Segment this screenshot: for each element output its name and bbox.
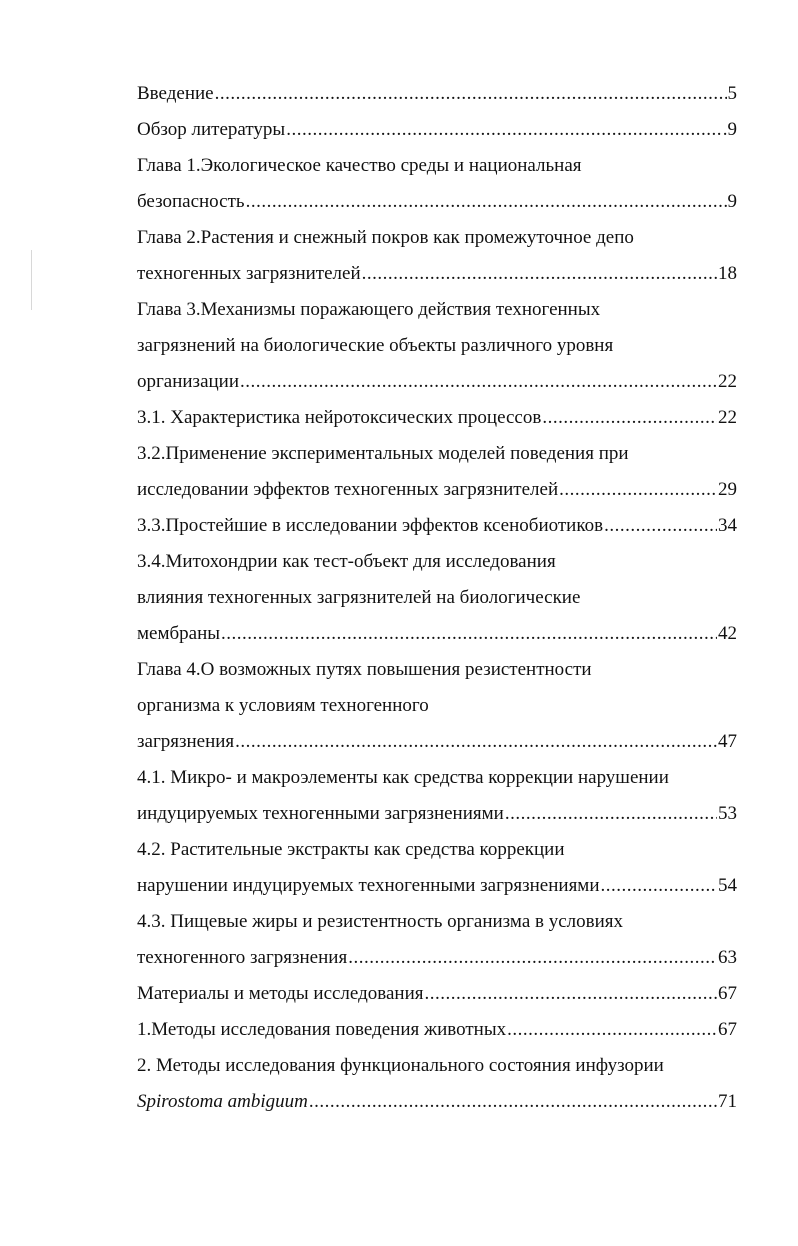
toc-entry-title: организма к условиям техногенного xyxy=(137,695,429,716)
toc-leader-dots xyxy=(505,796,717,832)
toc-page-number: 29 xyxy=(718,479,737,500)
toc-line xyxy=(137,292,737,328)
toc-leader-dots xyxy=(507,1012,717,1048)
toc-line xyxy=(137,328,737,364)
toc-line xyxy=(137,832,737,868)
toc-page-number: .9 xyxy=(722,119,737,140)
toc-entry-title: Обзор литературы xyxy=(137,119,286,140)
toc-page-number: 47 xyxy=(718,731,737,752)
toc-entry-title: 3.1. Характеристика нейротоксических процессов xyxy=(137,407,542,428)
toc-page-number: 63 xyxy=(718,947,737,968)
toc-leader-dots xyxy=(604,508,717,544)
toc-leader-dots xyxy=(215,76,727,112)
toc-page-number: 42 xyxy=(718,623,737,644)
toc-line xyxy=(137,1048,737,1084)
toc-page-number: 22 xyxy=(718,371,737,392)
toc-entry-title: Введение xyxy=(137,83,214,104)
toc-entry xyxy=(137,796,737,832)
scan-margin-mark xyxy=(31,250,32,310)
toc-line xyxy=(137,580,737,616)
toc-entry-title: 3.2.Применение экспериментальных моделей поведения при xyxy=(137,443,629,464)
toc-page-number: 67 xyxy=(718,983,737,1004)
toc-entry xyxy=(137,508,737,544)
toc-entry-title: безопасность xyxy=(137,191,245,212)
toc-entry-title: 1.Методы исследования поведения животных xyxy=(137,1019,507,1040)
toc-entry xyxy=(137,256,737,292)
toc-entry-title: техногенных загрязнителей xyxy=(137,263,361,284)
toc-leader-dots xyxy=(235,724,717,760)
toc-entry-title: индуцируемых техногенными загрязнениями xyxy=(137,803,504,824)
toc-entry-title: 4.1. Микро- и макроэлементы как средства коррекции нарушении xyxy=(137,767,669,788)
toc-entry xyxy=(137,940,737,976)
toc-line xyxy=(137,544,737,580)
toc-entry xyxy=(137,400,737,436)
toc-entry-title: мембраны xyxy=(137,623,221,644)
toc-leader-dots xyxy=(286,112,722,148)
toc-entry-title: Spirostoma ambiguum xyxy=(137,1091,308,1112)
toc-entry xyxy=(137,868,737,904)
toc-entry-title: исследовании эффектов техногенных загрязнителей xyxy=(137,479,559,500)
toc-leader-dots xyxy=(240,364,717,400)
toc-line xyxy=(137,760,737,796)
toc-entry xyxy=(137,472,737,508)
toc-page-number: 53 xyxy=(718,803,737,824)
toc-entry-title: Глава 2.Растения и снежный покров как промежуточное депо xyxy=(137,227,634,248)
toc-entry xyxy=(137,184,737,220)
toc-entry-title: нарушении индуцируемых техногенными загрязнениями xyxy=(137,875,600,896)
toc-entry-title: загрязнения xyxy=(137,731,235,752)
toc-page-number: 71 xyxy=(718,1091,737,1112)
toc-entry xyxy=(137,724,737,760)
toc-leader-dots xyxy=(221,616,717,652)
toc-entry xyxy=(137,76,737,112)
toc-page-number: 5 xyxy=(727,83,737,104)
toc-entry xyxy=(137,112,737,148)
toc-entry xyxy=(137,364,737,400)
toc-entry-title: Глава 1.Экологическое качество среды и национальная xyxy=(137,155,582,176)
toc-line xyxy=(137,436,737,472)
toc-page-number: 34 xyxy=(718,515,737,536)
toc-entry-title: 3.3.Простейшие в исследовании эффектов ксенобиотиков xyxy=(137,515,604,536)
toc-page-number: 18 xyxy=(718,263,737,284)
table-of-contents xyxy=(137,76,737,1120)
toc-entry-title: техногенного загрязнения xyxy=(137,947,348,968)
toc-entry xyxy=(137,976,737,1012)
toc-page-number: 9 xyxy=(727,191,737,212)
toc-entry-title: Материалы и методы исследования xyxy=(137,983,424,1004)
toc-page-number: 67 xyxy=(718,1019,737,1040)
toc-entry xyxy=(137,1012,737,1048)
toc-leader-dots xyxy=(542,400,717,436)
toc-page-number: 22 xyxy=(718,407,737,428)
toc-leader-dots xyxy=(559,472,717,508)
toc-leader-dots xyxy=(362,256,717,292)
toc-leader-dots xyxy=(425,976,718,1012)
toc-leader-dots xyxy=(348,940,717,976)
toc-line xyxy=(137,220,737,256)
toc-leader-dots xyxy=(246,184,727,220)
toc-leader-dots xyxy=(309,1084,717,1120)
toc-leader-dots xyxy=(601,868,718,904)
toc-line xyxy=(137,148,737,184)
toc-entry-title: влияния техногенных загрязнителей на биологические xyxy=(137,587,581,608)
toc-entry-title: Глава 3.Механизмы поражающего действия техногенных xyxy=(137,299,601,320)
toc-entry-title: 4.2. Растительные экстракты как средства коррекции xyxy=(137,839,565,860)
toc-entry-title: загрязнений на биологические объекты различного уровня xyxy=(137,335,614,356)
toc-page-number: 54 xyxy=(718,875,737,896)
toc-line xyxy=(137,652,737,688)
toc-entry-title: 2. Методы исследования функционального состояния инфузории xyxy=(137,1055,664,1076)
toc-entry xyxy=(137,616,737,652)
toc-entry xyxy=(137,1084,737,1120)
toc-entry-title: организации xyxy=(137,371,240,392)
toc-line xyxy=(137,688,737,724)
toc-entry-title: 4.3. Пищевые жиры и резистентность организма в условиях xyxy=(137,911,624,932)
toc-entry-title: Глава 4.О возможных путях повышения резистентности xyxy=(137,659,592,680)
toc-entry-title: 3.4.Митохондрии как тест-объект для исследования xyxy=(137,551,556,572)
toc-line xyxy=(137,904,737,940)
